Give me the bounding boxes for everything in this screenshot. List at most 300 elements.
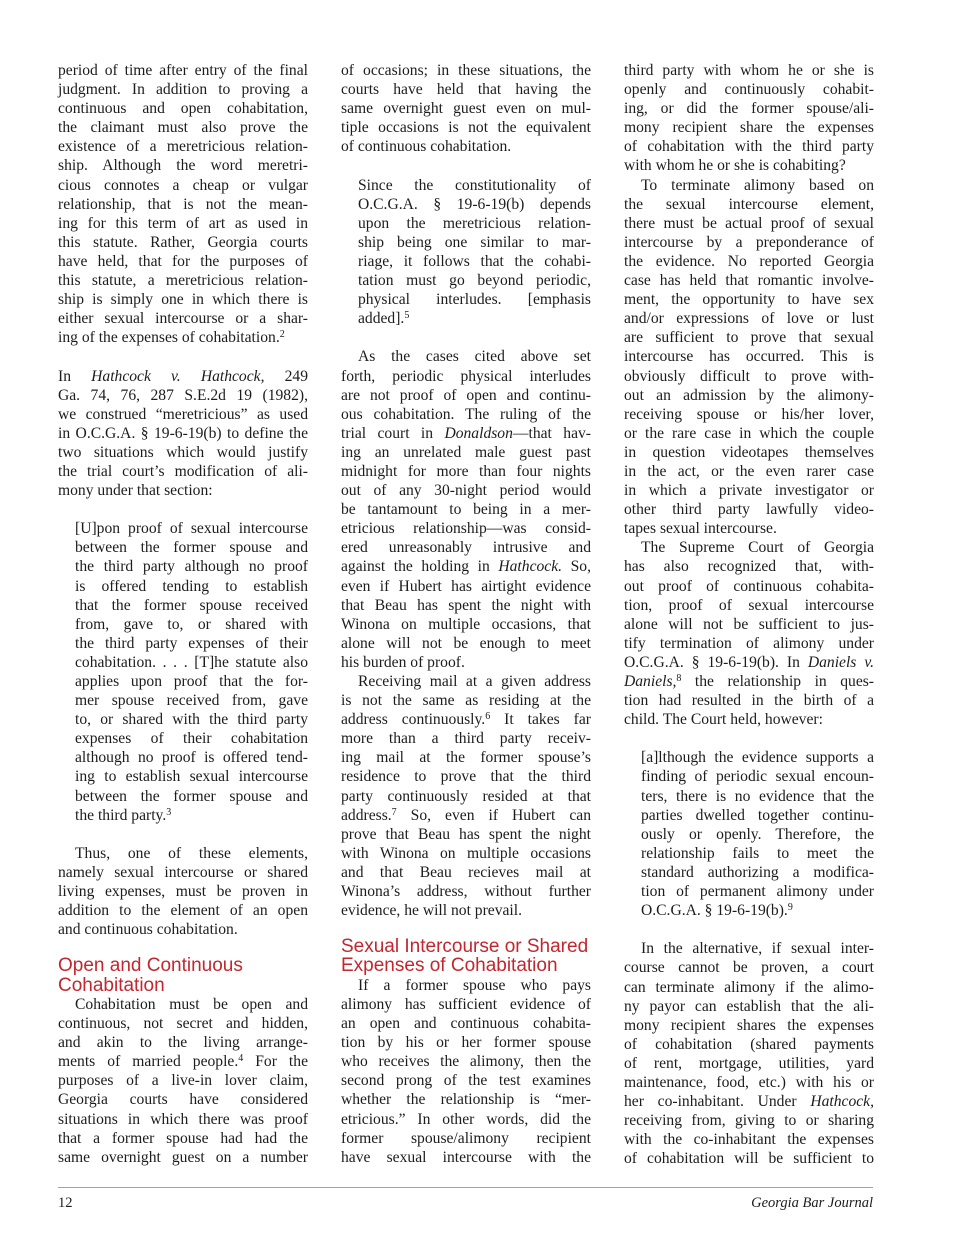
text-run: have held, that for the purposes of — [58, 252, 308, 270]
text-run: maintenance, food, etc.) with his or — [624, 1073, 874, 1091]
text-run: mony under that section: — [58, 482, 213, 500]
text-line — [58, 176, 308, 195]
text-line — [624, 1054, 874, 1073]
text-line — [624, 328, 874, 347]
paragraph — [624, 538, 874, 729]
text-run: O.C.G.A. § 19-6-19(b) depends — [358, 195, 591, 213]
text-line — [341, 729, 591, 748]
text-line — [58, 61, 308, 80]
page-number: 12 — [58, 1195, 73, 1211]
text-run: finding of periodic sexual encoun- — [641, 768, 874, 786]
text-line — [624, 99, 874, 118]
text-run: tion had resulted in the birth of a — [624, 692, 874, 710]
text-line — [341, 500, 591, 519]
text-line — [641, 825, 874, 844]
text-line — [358, 195, 591, 214]
text-run: Ga. 74, 76, 287 S.E.2d 19 (1982), — [58, 386, 308, 404]
text-line — [341, 882, 591, 901]
italic-text: Donaldson — [444, 424, 513, 442]
text-run: physical interludes. [emphasis — [358, 291, 591, 309]
text-line — [624, 557, 874, 576]
footnote-ref: 5 — [404, 310, 410, 322]
text-line — [75, 710, 308, 729]
text-run: existence of a meretricious relation- — [58, 138, 308, 156]
text-line — [75, 634, 308, 653]
text-line — [75, 653, 308, 672]
column-1 — [58, 61, 308, 1167]
footnote-ref: 3 — [166, 806, 172, 818]
text-line — [341, 748, 591, 767]
text-line — [341, 672, 591, 691]
text-line — [624, 1130, 874, 1149]
text-line — [58, 956, 308, 976]
text-run: Receiving mail at a given address — [358, 673, 591, 690]
text-run: relationship, that is not the mean- — [58, 195, 308, 213]
text-line — [358, 271, 591, 290]
text-run: second prong of the test examines — [341, 1072, 591, 1090]
text-line — [624, 1149, 874, 1168]
text-run: of continuous cohabitation. — [341, 138, 512, 156]
text-line — [75, 596, 308, 615]
text-run: tiple occasions is not the equivalent — [341, 119, 591, 137]
text-line — [624, 347, 874, 366]
text-run: former spouse/alimony recipient — [341, 1129, 591, 1147]
paragraph — [58, 844, 308, 939]
text-line — [75, 615, 308, 634]
text-run: So, even if Hubert can — [396, 806, 591, 824]
text-line — [624, 80, 874, 99]
text-line — [58, 901, 308, 920]
text-line — [624, 577, 874, 596]
text-line — [341, 1090, 591, 1109]
text-run: ing mail at the former spouse’s — [341, 749, 591, 767]
text-line — [624, 500, 874, 519]
text-line — [75, 806, 308, 825]
text-line — [58, 118, 308, 137]
text-run: midnight for more than four nights — [341, 462, 591, 480]
text-line — [624, 1111, 874, 1130]
text-line — [58, 1148, 308, 1167]
text-run: In the alternative, if sexual inter- — [641, 940, 874, 958]
text-run: the third party. — [75, 806, 167, 824]
text-run: riage, it follows that the cohabi- — [358, 252, 591, 270]
italic-text: Daniels, — [624, 673, 677, 690]
text-run: As the cases cited above set — [358, 348, 591, 366]
text-line — [58, 443, 308, 462]
text-run: course cannot be proven, a court — [624, 959, 874, 977]
text-run: 249 — [264, 367, 309, 385]
text-line — [341, 137, 591, 156]
text-line — [341, 1052, 591, 1071]
text-run: of cohabitation will be sufficient to — [624, 1150, 874, 1168]
text-line — [341, 825, 591, 844]
text-run: prove that Beau has spent the night — [341, 825, 591, 843]
text-run: that Beau has spent the night with — [341, 596, 591, 614]
text-run: and akin to the living arrange- — [58, 1034, 308, 1052]
text-run: tapes sexual intercourse. — [624, 520, 777, 538]
text-line — [358, 214, 591, 233]
paragraph — [341, 672, 591, 920]
text-run: mer spouse received from, gave — [75, 692, 308, 710]
text-run: expenses of their cohabitation — [75, 730, 308, 748]
text-run: cohabitation. . . . [T]he statute also — [75, 653, 308, 671]
text-line — [58, 462, 308, 481]
text-run: Cohabitation — [58, 974, 165, 996]
text-line — [58, 976, 308, 996]
text-line — [341, 634, 591, 653]
text-run: the sexual intercourse element, — [624, 195, 874, 213]
text-run: third party with whom he or she is — [624, 62, 874, 79]
text-run: period of time after entry of the final — [58, 62, 308, 79]
text-line — [624, 118, 874, 137]
text-run: the relationship in ques- — [681, 673, 874, 690]
column-3 — [624, 61, 874, 1168]
text-run: The Supreme Court of Georgia — [641, 539, 874, 557]
text-line — [624, 214, 874, 233]
text-run: her co-inhabitant. Under — [624, 1093, 811, 1111]
text-line — [341, 386, 591, 405]
text-run: Open and Continuous — [58, 955, 243, 976]
text-line — [75, 557, 308, 576]
text-line — [341, 956, 591, 976]
text-line — [75, 538, 308, 557]
text-run: in O.C.G.A. § 19-6-19(b) to define the — [58, 424, 308, 442]
text-run: ship is simply one in which there is — [58, 291, 308, 309]
text-run: mony recipient share the expenses — [624, 119, 874, 137]
text-line — [624, 538, 874, 557]
text-run: Thus, one of these elements, — [75, 844, 308, 862]
text-run: in the act, or the even rarer case — [624, 462, 874, 480]
text-run: be tantamount to being in a mer- — [341, 501, 591, 519]
text-run: of rent, mortgage, utilities, yard — [624, 1054, 874, 1072]
block-quote — [341, 176, 591, 329]
text-run: tion by his or her former spouse — [341, 1034, 591, 1052]
text-run: ing to establish sexual intercourse — [75, 768, 308, 786]
text-run: child. The Court held, however: — [624, 711, 823, 729]
text-run: that the former spouse received — [75, 596, 308, 614]
text-run: applies upon proof that the for- — [75, 673, 308, 690]
text-run: —that hav- — [512, 424, 591, 442]
text-line — [341, 347, 591, 366]
text-run: ing an unrelated male guest past — [341, 443, 591, 461]
text-line — [641, 863, 874, 882]
text-line — [58, 156, 308, 175]
text-line — [58, 367, 308, 386]
text-line — [341, 787, 591, 806]
text-line — [58, 252, 308, 271]
text-line — [624, 978, 874, 997]
text-line — [58, 1014, 308, 1033]
text-line — [341, 1148, 591, 1167]
section-heading — [58, 956, 308, 995]
text-line — [75, 748, 308, 767]
text-run: O.C.G.A. § 19-6-19(b). — [641, 902, 788, 920]
text-run: who receives the alimony, then the — [341, 1053, 591, 1071]
text-run: out proof of continuous cohabita- — [624, 577, 874, 595]
text-line — [58, 882, 308, 901]
text-run: address. — [341, 806, 392, 824]
italic-text: Hathcock. — [498, 558, 563, 576]
text-line — [624, 61, 874, 80]
text-line — [58, 386, 308, 405]
text-run: living expenses, must be proven in — [58, 883, 308, 901]
text-line — [341, 61, 591, 80]
text-line — [358, 309, 591, 328]
text-run: out an admission by the alimony- — [624, 386, 874, 404]
text-line — [341, 1071, 591, 1090]
text-run: ters, there is no evidence that the — [641, 787, 874, 805]
text-run: Georgia courts have considered — [58, 1091, 308, 1109]
paragraph — [341, 347, 591, 672]
text-line — [624, 672, 874, 691]
text-run: in which a private investigator or — [624, 482, 874, 500]
text-run: Sexual Intercourse or Shared — [341, 935, 589, 957]
text-run: address continuously. — [341, 711, 486, 729]
italic-text: Hathcock v. Hathcock, — [91, 367, 265, 385]
text-line — [58, 290, 308, 309]
paragraph — [624, 939, 874, 1168]
text-line — [641, 748, 874, 767]
text-run: whether the relationship is “mer- — [341, 1091, 591, 1109]
text-run: can terminate alimony if the alimo- — [624, 978, 874, 996]
text-run: even if Hubert has airtight evidence — [341, 577, 591, 595]
block-quote — [624, 748, 874, 920]
text-run: same overnight guest even on mul- — [341, 100, 591, 118]
text-run: It takes far — [490, 711, 591, 729]
text-run: namely sexual intercourse or shared — [58, 863, 308, 881]
text-line — [624, 653, 874, 672]
text-line — [624, 405, 874, 424]
text-run: this statute. Rather, Georgia courts — [58, 233, 308, 251]
text-run: residence to prove that the third — [341, 768, 591, 786]
text-line — [341, 976, 591, 995]
text-line — [341, 937, 591, 957]
text-run: openly and continuously cohabit- — [624, 81, 874, 99]
text-line — [75, 729, 308, 748]
text-run: that a former spouse had had the — [58, 1129, 308, 1147]
text-run: O.C.G.A. § 19-6-19(b). In — [624, 653, 808, 671]
text-run: there must be actual proof of sexual — [624, 214, 874, 232]
text-run: of cohabitation (shared payments — [624, 1035, 874, 1053]
text-run: ship. Although the word meretri- — [58, 157, 308, 175]
text-run: parties dwelled together continu- — [641, 806, 874, 824]
text-run: and that Beau recieves mail at — [341, 863, 591, 881]
footnote-ref: 4 — [238, 1053, 244, 1065]
text-line — [58, 863, 308, 882]
text-run: added]. — [358, 310, 405, 328]
text-line — [58, 99, 308, 118]
italic-text: Daniels v. — [807, 653, 874, 671]
footnote-ref: 6 — [485, 711, 491, 723]
text-line — [641, 787, 874, 806]
text-run: with the co-inhabitant the expenses — [624, 1131, 874, 1149]
text-line — [58, 405, 308, 424]
text-run: his burden of proof. — [341, 653, 465, 671]
text-run: If a former spouse who pays — [358, 976, 591, 994]
block-quote — [58, 519, 308, 825]
text-run: mony recipient shares the expenses — [624, 1016, 874, 1034]
text-line — [624, 1016, 874, 1035]
text-line — [341, 863, 591, 882]
text-run: same overnight guest on a number — [58, 1148, 308, 1166]
text-run: the trial court’s modification of ali- — [58, 462, 308, 480]
text-line — [641, 767, 874, 786]
text-run: courts have held that having the — [341, 81, 591, 99]
text-run: Expenses of Cohabitation — [341, 955, 558, 977]
text-run: alimony has sufficient evidence of — [341, 996, 591, 1013]
text-run: has also recognized that, with- — [624, 558, 874, 576]
text-run: of cohabitation with the third party — [624, 138, 874, 156]
text-line — [341, 844, 591, 863]
text-run: have sexual intercourse with the — [341, 1148, 591, 1166]
paragraph — [624, 61, 874, 176]
text-line — [624, 386, 874, 405]
text-run: an open and continuous cohabita- — [341, 1015, 591, 1033]
text-line — [58, 214, 308, 233]
journal-name: Georgia Bar Journal — [751, 1195, 873, 1211]
text-run: are sufficient to prove that sexual — [624, 329, 874, 347]
text-line — [58, 1071, 308, 1090]
text-run: with Winona on multiple occasions — [341, 844, 591, 862]
text-run: party continuously resided at that — [341, 787, 591, 805]
text-run: receiving from, giving to or sharing — [624, 1112, 874, 1130]
text-run: ship being one similar to mar- — [358, 233, 591, 251]
text-run: is not the same as residing at the — [341, 692, 591, 710]
text-line — [341, 443, 591, 462]
text-run: ments of married people. — [58, 1053, 239, 1071]
text-run: continuous and open cohabitation, — [58, 100, 308, 118]
text-run: against the holding in — [341, 558, 499, 576]
text-line — [341, 901, 591, 920]
text-line — [58, 271, 308, 290]
text-line — [341, 1014, 591, 1033]
footnote-ref: 2 — [279, 329, 285, 341]
text-run: in question videotapes themselves — [624, 443, 874, 461]
text-line — [358, 252, 591, 271]
text-run: from, gave to, or shared with — [75, 615, 308, 633]
text-line — [624, 290, 874, 309]
paragraph — [58, 995, 308, 1167]
text-line — [341, 424, 591, 443]
text-line — [58, 195, 308, 214]
text-line — [58, 424, 308, 443]
text-run: alone will not be enough to meet — [341, 634, 591, 652]
text-run: this statute, a meretricious relation- — [58, 272, 308, 290]
text-run: case has held that romantic involve- — [624, 272, 874, 290]
text-line — [341, 1110, 591, 1129]
paragraph — [58, 61, 308, 347]
text-run: ing, or did the former spouse/ali- — [624, 100, 874, 118]
text-run: trial court in — [341, 424, 445, 442]
text-run: Since the constitutionality of — [358, 176, 591, 194]
text-line — [58, 328, 308, 347]
text-line — [641, 901, 874, 920]
text-run: out of any 30-night period would — [341, 482, 591, 500]
text-line — [58, 1110, 308, 1129]
text-line — [75, 767, 308, 786]
text-run: we construed “meretricious” as used — [58, 405, 308, 423]
text-line — [624, 233, 874, 252]
text-line — [624, 137, 874, 156]
text-line — [58, 137, 308, 156]
text-line — [341, 462, 591, 481]
text-run: purposes of a live-in lover claim, — [58, 1072, 308, 1090]
text-run: is offered tending to establish — [75, 577, 308, 595]
text-run: tify termination of alimony under — [624, 634, 874, 652]
text-line — [341, 653, 591, 672]
text-run: between the former spouse and — [75, 539, 308, 557]
text-run: the evidence. No reported Georgia — [624, 252, 874, 270]
text-run: obviously difficult to prove with- — [624, 367, 874, 385]
text-line — [624, 939, 874, 958]
text-line — [341, 118, 591, 137]
italic-text: Hathcock, — [810, 1093, 874, 1111]
text-line — [641, 844, 874, 863]
text-line — [341, 995, 591, 1014]
text-line — [58, 920, 308, 939]
text-line — [341, 806, 591, 825]
text-line — [624, 481, 874, 500]
text-run: ered unreasonably intrusive and — [341, 539, 591, 557]
text-run: evidence, he will not prevail. — [341, 902, 522, 920]
column-2 — [341, 61, 591, 1167]
text-run: tion of permanent alimony under — [641, 883, 874, 901]
text-line — [75, 519, 308, 538]
text-line — [58, 1033, 308, 1052]
section-heading — [341, 937, 591, 976]
text-line — [641, 806, 874, 825]
text-line — [358, 290, 591, 309]
text-run: cious connotes a cheap or vulgar — [58, 176, 308, 194]
text-line — [341, 367, 591, 386]
text-line — [624, 252, 874, 271]
text-line — [341, 538, 591, 557]
text-line — [75, 787, 308, 806]
text-line — [624, 634, 874, 653]
text-run: addition to the element of an open — [58, 902, 308, 920]
text-run: ously or openly. Therefore, the — [641, 825, 874, 843]
text-run: etricious relationship—was consid- — [341, 520, 591, 538]
text-run: the third party expenses of their — [75, 634, 308, 652]
text-line — [624, 176, 874, 195]
text-run: In — [58, 367, 92, 385]
text-line — [624, 195, 874, 214]
text-run: etricious.” In other words, did the — [341, 1110, 591, 1128]
text-line — [341, 519, 591, 538]
text-run: To terminate alimony based on — [641, 176, 874, 194]
text-run: judgment. In addition to proving a — [58, 81, 308, 99]
text-line — [624, 958, 874, 977]
text-run: the third party although no proof — [75, 558, 308, 576]
text-run: tion, proof of sexual intercourse — [624, 596, 874, 614]
text-line — [624, 519, 874, 538]
text-run: between the former spouse and — [75, 787, 308, 805]
text-run: ing for this term of art as used in — [58, 214, 308, 232]
text-line — [341, 557, 591, 576]
text-run: upon the meretricious relation- — [358, 214, 591, 232]
text-line — [624, 367, 874, 386]
text-run: other third party lawfully video- — [624, 501, 874, 519]
text-line — [624, 596, 874, 615]
text-line — [624, 1035, 874, 1054]
text-run: either sexual intercourse or a shar- — [58, 310, 308, 328]
text-line — [341, 99, 591, 118]
text-run: [U]pon proof of sexual intercourse — [75, 520, 308, 538]
text-run: ing of the expenses of cohabitation. — [58, 329, 280, 347]
text-line — [624, 424, 874, 443]
text-line — [341, 405, 591, 424]
text-line — [624, 156, 874, 175]
